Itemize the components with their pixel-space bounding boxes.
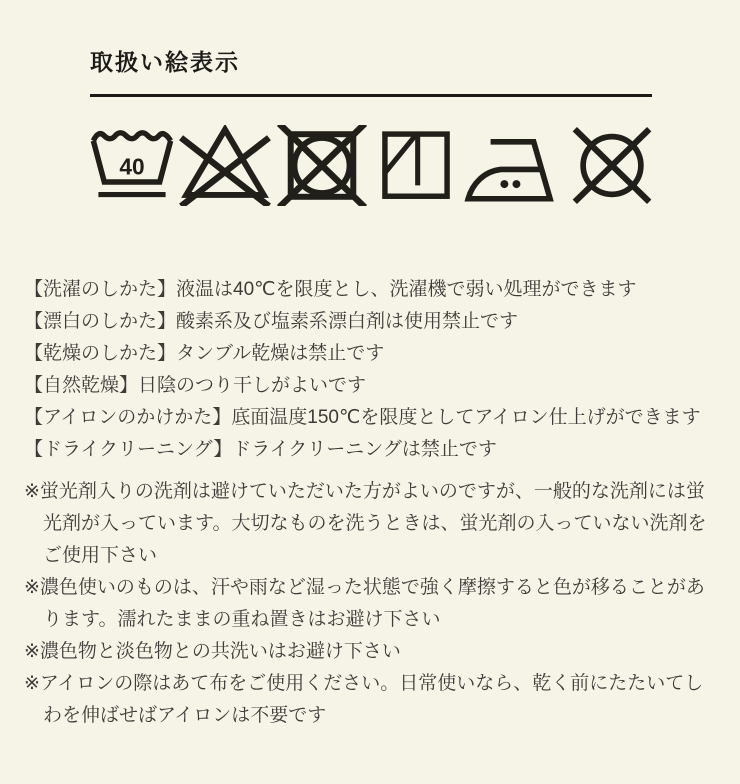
- no-dry-clean-icon: [568, 127, 656, 204]
- header: [90, 44, 652, 97]
- note-dark-color-friction: ※濃色使いのものは、汗や雨など湿った状態で強く摩擦すると色が移ることがあります。濡れたままの重ね置きはお避け下さい: [24, 577, 705, 630]
- iron-150-icon: [463, 128, 563, 204]
- wash-tub-40-icon: [90, 129, 174, 203]
- care-instruction-natural-dry: 【自然乾燥】日陰のつり干しがよいです: [24, 375, 367, 396]
- note-ironing-cloth: ※アイロンの際はあて布をご使用ください。日常使いなら、乾く前にたたいてしわを伸ばせばアイロンは不要です: [24, 673, 704, 726]
- page-title: 取扱い絵表示: [90, 49, 240, 75]
- care-instructions-list: [24, 274, 716, 466]
- note-separate-washing: ※濃色物と淡色物との共洗いはお避け下さい: [24, 641, 401, 662]
- no-tumble-dry-icon: [276, 125, 368, 206]
- wash-temp-label: 40: [119, 152, 145, 179]
- care-instruction-wash: 【洗濯のしかた】液温は40℃を限度とし、洗濯機で弱い処理ができます: [24, 279, 637, 300]
- shade-line-dry-icon: [374, 129, 458, 203]
- notes-list: [24, 476, 716, 732]
- care-symbols-row: [90, 125, 656, 206]
- care-instruction-tumble-dry: 【乾燥のしかた】タンブル乾燥は禁止です: [24, 343, 385, 364]
- care-instruction-bleach: 【漂白のしかた】酸素系及び塩素系漂白剤は使用禁止です: [24, 311, 519, 332]
- no-bleach-icon: [179, 125, 271, 206]
- note-fluorescent-detergent: ※蛍光剤入りの洗剤は避けていただいた方がよいのですが、一般的な洗剤には蛍光剤が入っています。大切なものを洗うときは、蛍光剤の入っていない洗剤をご使用下さい: [24, 481, 707, 566]
- care-instruction-dry-clean: 【ドライクリーニング】ドライクリーニングは禁止です: [24, 439, 497, 460]
- care-label-page: [0, 44, 740, 784]
- care-instruction-iron: 【アイロンのかけかた】底面温度150℃を限度としてアイロン仕上げができます: [24, 407, 701, 428]
